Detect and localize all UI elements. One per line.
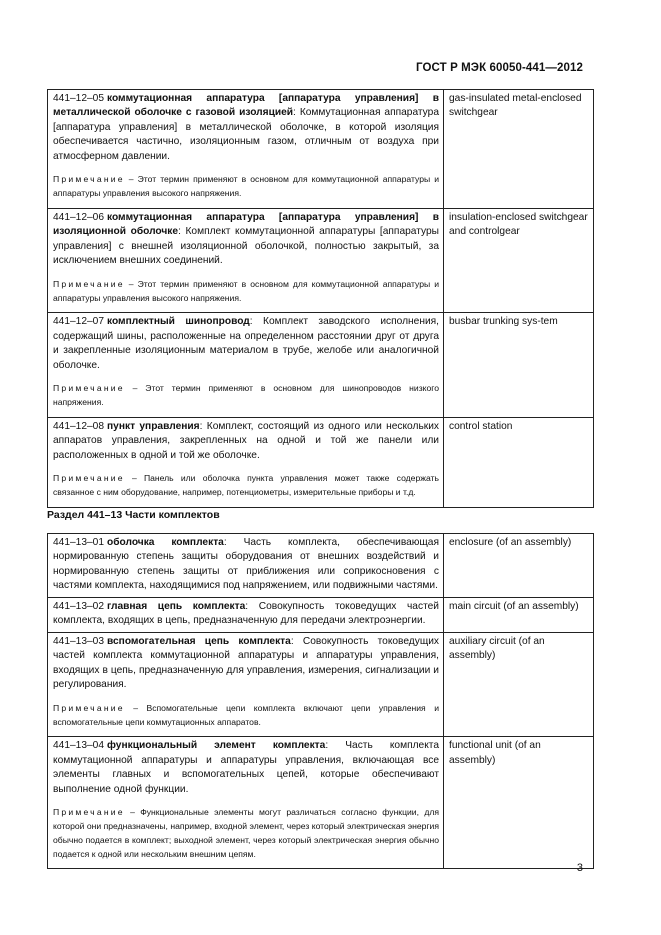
term-row (48, 90, 594, 209)
term-name: главная цепь комплекта (107, 600, 246, 612)
term-number: 441–13–04 (53, 740, 104, 752)
note-label: Примечание (53, 383, 125, 394)
term-definition-cell (48, 597, 444, 632)
term-definition (53, 600, 439, 629)
term-name: оболочка комплекта (107, 537, 224, 548)
term-definition-cell (48, 417, 444, 507)
note-label: Примечание (53, 702, 125, 713)
page-number: 3 (576, 862, 583, 874)
definition-text: : Часть комплекта коммутационной аппаратуры и аппаратуры управления, включающая все элементы главных и вспомогательных цепей, которые обеспечивают выполнение одной функции. (53, 740, 439, 795)
note-text: – Вспомогательные цепи комплекта включают цепи управления и вспомогательные цепи коммутационных аппаратов. (53, 702, 439, 727)
term-number: 441–12–07 (53, 316, 104, 328)
term-number: 441–13–02 (53, 600, 104, 612)
english-equivalent: busbar trunking sys-tem (444, 313, 594, 417)
term-definition-cell (48, 534, 444, 598)
term-definition-cell (48, 208, 444, 312)
term-note (53, 382, 439, 414)
definition-text: : Комплект коммутационной аппаратуры [аппаратуры управления] с внешней изоляционной оболочкой, полностью закрытый, за исключением внешних соединений. (53, 226, 439, 267)
note-label: Примечание (53, 473, 125, 484)
note-text: – Этот термин применяют в основном для коммутационной аппаратуры и аппаратуры управления высокого напряжения. (53, 174, 439, 199)
term-note (53, 472, 439, 504)
term-definition (53, 92, 439, 164)
section-title: Раздел 441–13 Части комплектов (47, 509, 220, 521)
term-definition-cell (48, 90, 444, 209)
note-text: – Этот термин применяют в основном для шинопроводов низкого напряжения. (53, 383, 439, 408)
term-note (53, 278, 439, 310)
term-definition (53, 420, 439, 463)
english-equivalent: control station (444, 417, 594, 507)
definition-text: : Комплект, состоящий из одного или нескольких аппаратов управления, закрепленных на одной и той же панели или расположенных в одной и той же оболочке. (53, 420, 439, 461)
note-label: Примечание (53, 278, 125, 289)
term-definition-cell (48, 632, 444, 736)
term-name: коммутационная аппаратура [аппаратура управления] в металлической оболочке с газовой изоляцией (53, 93, 439, 119)
note-label: Примечание (53, 807, 125, 818)
english-equivalent: main circuit (of an assembly) (444, 597, 594, 632)
term-row (48, 632, 594, 736)
term-name: функциональный элемент комплекта (107, 740, 326, 752)
definition-text: : Коммутационная аппаратура [аппаратура управления] в металлической оболочке, в которой изоляция обеспечивается частично, изоляционным газом, отличным от воздуха при атмосферном давлении. (53, 107, 439, 162)
note-text: – Функциональные элементы могут различаться согласно функции, для которой они предназначены, например, входной элемент, через который электрическая энергия обычно подается в комплект; выходной элемент, через который электрическая энергия обычно подается к одной или нескольким внешним цепям. (53, 807, 439, 859)
term-definition (53, 536, 439, 594)
term-number: 441–13–03 (53, 635, 104, 647)
term-definition (53, 315, 439, 373)
term-name: пункт управления (107, 420, 200, 432)
term-definition (53, 211, 439, 269)
term-note (53, 173, 439, 205)
term-definition (53, 635, 439, 693)
terms-table-parts (47, 533, 594, 869)
term-definition (53, 739, 439, 797)
definition-text: : Совокупность токоведущих частей комплекта, входящих в цепь, предназначенную для передачи электроэнергии. (53, 600, 439, 627)
term-number: 441–12–06 (53, 211, 104, 223)
english-equivalent: auxiliary circuit (of an assembly) (444, 632, 594, 736)
note-text: – Панель или оболочка пункта управления может также содержать связанное с ним оборудование, например, потенциометры, измерительные приборы и т.д. (53, 473, 439, 497)
definition-text: : Часть комплекта, обеспечивающая нормированную степень защиты оборудования от внешних воздействий и нормированную степень защиты от приближения или соприкосновения с частями комплекта, находящимися под напряжением, или подвижными частями. (53, 537, 439, 592)
note-label: Примечание (53, 174, 125, 185)
term-name: коммутационная аппаратура [аппаратура управления] в изоляционной оболочке (53, 211, 439, 238)
english-equivalent: gas-insulated metal-enclosed switchgear (444, 90, 594, 209)
english-equivalent: insulation-enclosed switchgear and controlgear (444, 208, 594, 312)
term-row (48, 737, 594, 869)
term-note (53, 702, 439, 734)
term-name: комплектный шинопровод (107, 316, 250, 328)
note-text: – Этот термин применяют в основном для коммутационной аппаратуры и аппаратуры управления высокого напряжения. (53, 278, 439, 303)
term-number: 441–12–05 (53, 93, 104, 104)
term-number: 441–13–01 (53, 537, 104, 548)
definition-text: : Комплект заводского исполнения, содержащий шины, расположенные на определенном расстоянии друг от друга и закрепленные изоляционным материалом в трубе, желобе или аналогичной оболочке. (53, 316, 439, 371)
term-definition-cell (48, 737, 444, 869)
term-name: вспомогательная цепь комплекта (107, 635, 291, 647)
term-row (48, 208, 594, 312)
term-row (48, 417, 594, 507)
term-note (53, 806, 439, 865)
term-number: 441–12–08 (53, 420, 104, 432)
term-row (48, 313, 594, 417)
english-equivalent: enclosure (of an assembly) (444, 534, 594, 598)
definition-text: : Совокупность токоведущих частей комплекта коммутационной аппаратуры и аппаратуры управления, входящих в цепь, предназначенную для управления, измерения, сигнализации и регулирования. (53, 635, 439, 691)
term-row (48, 534, 594, 598)
standard-designation: ГОСТ Р МЭК 60050-441—2012 (416, 62, 583, 74)
term-definition-cell (48, 313, 444, 417)
term-row (48, 597, 594, 632)
english-equivalent: functional unit (of an assembly) (444, 737, 594, 869)
terms-table (47, 89, 594, 508)
